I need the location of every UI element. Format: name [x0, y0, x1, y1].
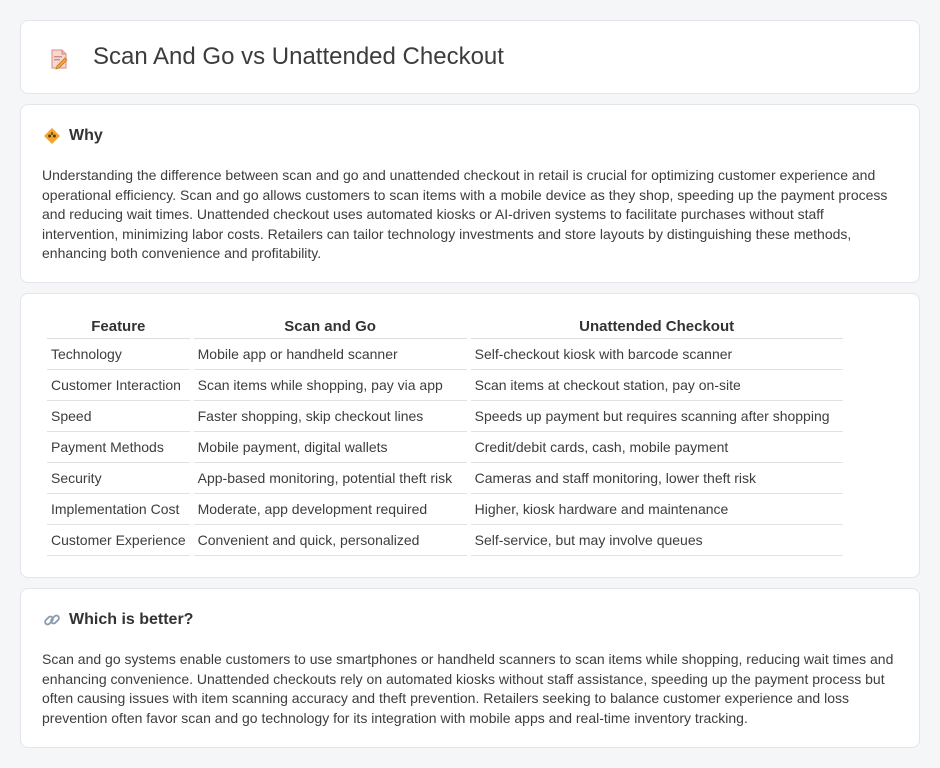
table-row	[47, 370, 843, 401]
column-header-feature: Feature	[47, 316, 190, 339]
why-heading-label: Why	[69, 127, 103, 144]
diamond-warning-icon	[43, 127, 61, 145]
table-header-row	[47, 316, 843, 339]
better-heading	[43, 611, 193, 629]
table-cell: Self-checkout kiosk with barcode scanner	[471, 339, 843, 370]
comparison-section	[20, 293, 920, 578]
table-cell: Mobile app or handheld scanner	[194, 339, 467, 370]
table-row	[47, 525, 843, 556]
table-cell: Speed	[47, 401, 190, 432]
comparison-table	[43, 316, 847, 556]
table-cell: Scan items at checkout station, pay on-site	[471, 370, 843, 401]
column-header-scan-and-go: Scan and Go	[194, 316, 467, 339]
table-cell: Scan items while shopping, pay via app	[194, 370, 467, 401]
table-cell: Self-service, but may involve queues	[471, 525, 843, 556]
table-cell: Credit/debit cards, cash, mobile payment	[471, 432, 843, 463]
column-header-unattended-checkout: Unattended Checkout	[471, 316, 843, 339]
table-cell: Moderate, app development required	[194, 494, 467, 525]
page-title: Scan And Go vs Unattended Checkout	[93, 43, 504, 70]
table-cell: Convenient and quick, personalized	[194, 525, 467, 556]
better-heading-label: Which is better?	[69, 611, 194, 628]
why-section	[20, 104, 920, 283]
table-cell: Technology	[47, 339, 190, 370]
table-cell: Cameras and staff monitoring, lower theft risk	[471, 463, 843, 494]
table-row	[47, 339, 843, 370]
table-row	[47, 432, 843, 463]
table-row	[47, 463, 843, 494]
table-cell: Implementation Cost	[47, 494, 190, 525]
table-cell: Security	[47, 463, 190, 494]
table-cell: Speeds up payment but requires scanning after shopping	[471, 401, 843, 432]
better-text: Scan and go systems enable customers to use smartphones or handheld scanners to scan items while shopping, reducing wait times and enhancing convenience. Unattended checkouts rely on automated kiosks without staff assistance, speeding up the payment process but often causing issues with item scanning accuracy and theft prevention. Retailers seeking to balance customer experience and loss prevention often favor scan and go technology for its integration with mobile apps and real-time inventory tracking.	[42, 651, 894, 726]
table-cell: App-based monitoring, potential theft risk	[194, 463, 467, 494]
table-cell: Customer Interaction	[47, 370, 190, 401]
table-cell: Higher, kiosk hardware and maintenance	[471, 494, 843, 525]
table-cell: Payment Methods	[47, 432, 190, 463]
table-cell: Faster shopping, skip checkout lines	[194, 401, 467, 432]
table-cell: Customer Experience	[47, 525, 190, 556]
which-is-better-section	[20, 588, 920, 748]
table-row	[47, 494, 843, 525]
link-icon	[43, 611, 61, 629]
why-text: Understanding the difference between scan and go and unattended checkout in retail is crucial for optimizing customer experience and operational efficiency. Scan and go allows customers to scan items with a mobile device as they shop, speeding up the payment process and reducing wait times. Unattended checkout uses automated kiosks or AI-driven systems to facilitate purchases without staff intervention, minimizing labor costs. Retailers can tailor technology investments and store layouts by distinguishing these methods, enhancing both convenience and profitability.	[42, 167, 888, 262]
header-card	[20, 20, 920, 94]
why-heading	[43, 127, 103, 145]
document-pencil-icon	[47, 47, 71, 71]
table-cell: Mobile payment, digital wallets	[194, 432, 467, 463]
table-row	[47, 401, 843, 432]
